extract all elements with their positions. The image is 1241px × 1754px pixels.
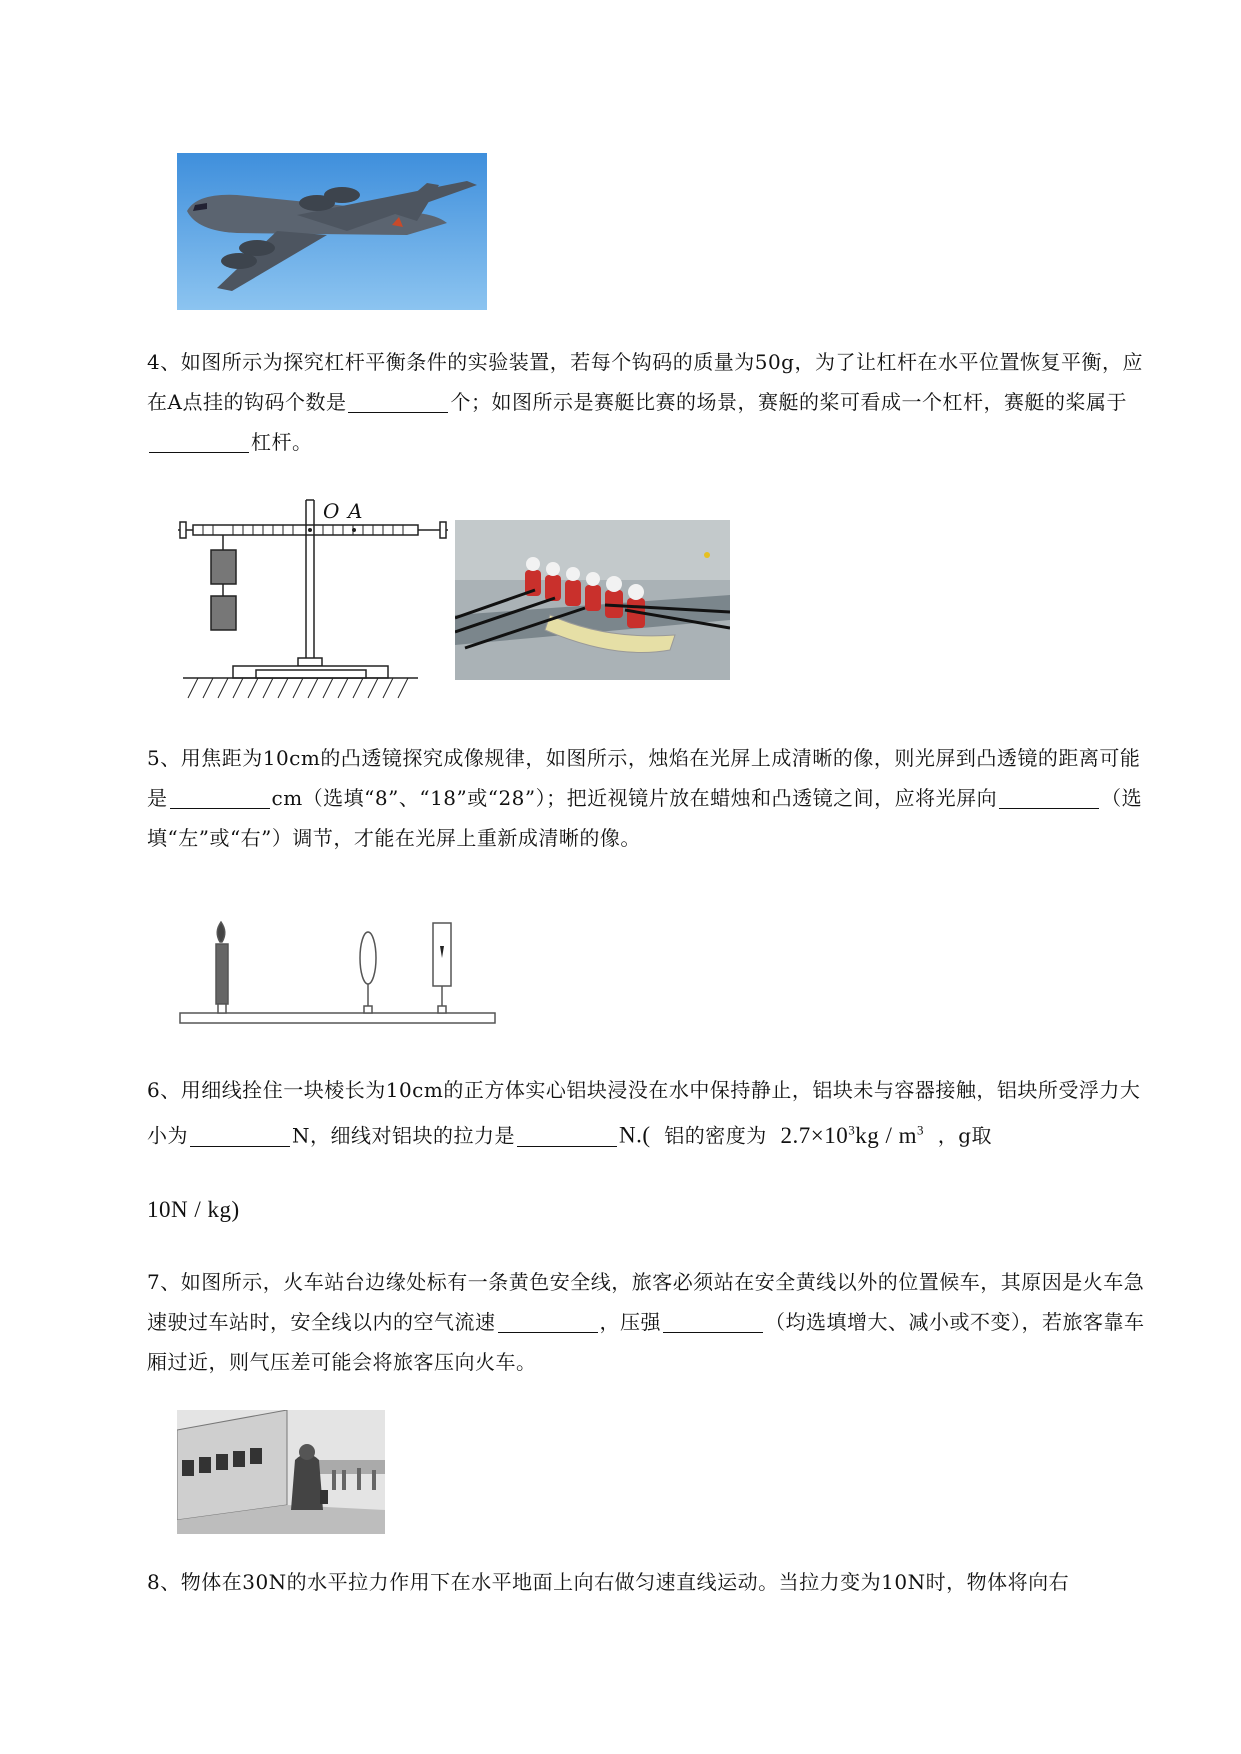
q7-text-3: （均选填增大、减小或不变），若旅客靠车厢过近，则气压差可能会将旅客压向火车。 <box>147 1310 1145 1374</box>
q5-blank-1[interactable] <box>170 786 270 809</box>
question-7 <box>147 1262 1157 1382</box>
airplane-photo <box>177 153 487 310</box>
q6-text-5: ，g取 <box>937 1123 993 1148</box>
q5-text-3: （选填“左”或“右”）调节，才能在光屏上重新成清晰的像。 <box>147 786 1143 850</box>
q4-blank-1[interactable] <box>348 390 448 413</box>
question-6 <box>147 1070 1157 1156</box>
q8-text-1: 8、物体在30N的水平拉力作用下在水平地面上向右做匀速直线运动。当拉力变为10N时，物体将向右 <box>147 1570 1070 1594</box>
q5-text-2: cm（选填“8”、“18”或“28”）；把近视镜片放在蜡烛和凸透镜之间，应将光屏向 <box>271 786 998 810</box>
q4-text-1: 4、如图所示为探究杠杆平衡条件的实验装置，若每个钩码的质量为50g，为了让杠杆在水平位置恢复平衡，应在A点挂的钩码个数是 <box>147 350 1143 414</box>
question-5 <box>147 738 1157 858</box>
q6-text-3: N.( <box>619 1122 651 1148</box>
train-station-photo <box>177 1410 385 1534</box>
q6-blank-1[interactable] <box>190 1124 290 1147</box>
lever-diagram <box>178 498 453 703</box>
lever-label-o: O <box>323 499 340 523</box>
q7-text-2: ，压强 <box>599 1310 661 1334</box>
q6-text-1: 6、用细线拴住一块棱长为10cm的正方体实心铝块浸没在水中保持静止，铝块未与容器接触，铝块所受浮力大小为 <box>147 1078 1141 1148</box>
rowing-photo <box>455 520 730 680</box>
q6-text-4: 铝的密度为 <box>664 1123 767 1148</box>
q6-g-value: 10N / kg) <box>147 1197 240 1222</box>
q6-text-2: N，细线对铝块的拉力是 <box>292 1123 515 1148</box>
q4-text-3: 杠杆。 <box>251 430 313 454</box>
question-4 <box>147 342 1157 462</box>
q6-blank-2[interactable] <box>517 1124 617 1147</box>
q4-text-2: 个；如图所示是赛艇比赛的场景，赛艇的桨可看成一个杠杆，赛艇的桨属于 <box>450 390 1127 414</box>
q4-blank-2[interactable] <box>149 430 249 453</box>
question-8 <box>147 1562 1157 1602</box>
density-formula: $2.7\times 10^3kg / m^3$ <box>780 1122 924 1148</box>
q7-blank-1[interactable] <box>498 1310 598 1333</box>
q5-blank-2[interactable] <box>999 786 1099 809</box>
q5-text-1: 5、用焦距为10cm的凸透镜探究成像规律，如图所示，烛焰在光屏上成清晰的像，则光屏到凸透镜的距离可能是 <box>147 746 1141 810</box>
lever-label-a: A <box>348 499 363 523</box>
optical-bench-diagram <box>178 918 498 1033</box>
q7-text-1: 7、如图所示，火车站台边缘处标有一条黄色安全线，旅客必须站在安全黄线以外的位置候车，其原因是火车急速驶过车站时，安全线以内的空气流速 <box>147 1270 1145 1334</box>
q7-blank-2[interactable] <box>663 1310 763 1333</box>
